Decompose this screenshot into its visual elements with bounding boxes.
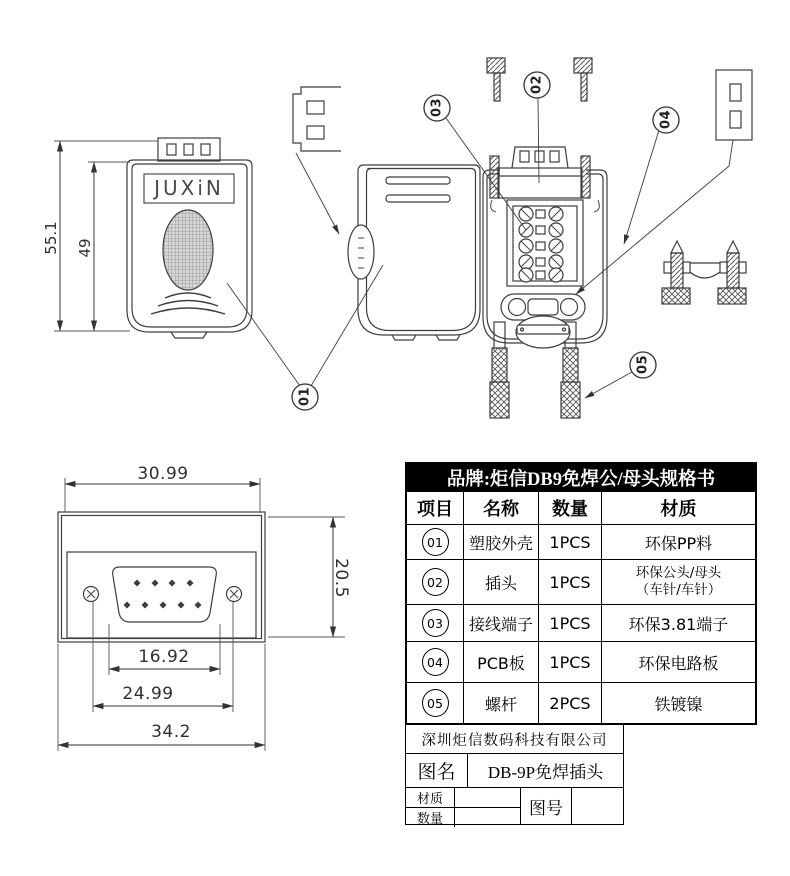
part-material: 环保3.81端子	[602, 605, 755, 642]
part-material: 环保公头/母头 （车针/车针）	[635, 565, 722, 598]
part-material: 铁镀镍	[654, 694, 703, 714]
item-number-badge: 02	[422, 568, 449, 596]
callout-leaders	[227, 98, 659, 398]
part-material: 环保PP料	[602, 525, 755, 560]
screw-pair-part	[662, 241, 746, 304]
quantity-label: 数量	[406, 808, 455, 827]
part-qty: 1PCS	[539, 605, 602, 642]
callout-03: 03	[429, 97, 445, 118]
item-number-badge: 04	[422, 648, 449, 676]
spec-table-column-headers	[407, 492, 755, 525]
col-header-qty: 数量	[539, 492, 602, 525]
col-header-name: 名称	[464, 492, 539, 525]
spec-table-title: 品牌:炬信DB9免焊公/母头规格书	[407, 464, 755, 492]
material-value	[455, 788, 520, 807]
quantity-value	[455, 808, 520, 827]
assembly-rear-view	[483, 58, 607, 418]
pcb-leader	[576, 140, 733, 294]
drawing-no-value	[572, 788, 623, 824]
front-view-witness-lines	[54, 141, 158, 331]
table-row	[407, 642, 755, 683]
part-qty: 1PCS	[539, 525, 602, 560]
dim-flange-height: 20.5	[331, 558, 351, 598]
dim-total-width: 34.2	[151, 722, 191, 742]
title-block	[405, 725, 624, 825]
dim-screw-spacing: 24.99	[122, 684, 174, 704]
part-name: 接线端子	[464, 605, 539, 642]
col-header-item: 项目	[407, 492, 464, 525]
part-qty: 1PCS	[539, 642, 602, 683]
material-label: 材质	[406, 788, 455, 807]
item-number-badge: 05	[422, 689, 449, 717]
table-row	[407, 605, 755, 642]
dim-front-total-height: 55.1	[42, 221, 60, 255]
callout-04: 04	[658, 109, 674, 130]
brand-logo-text: JUXiN	[154, 176, 224, 200]
part-qty: 1PCS	[539, 560, 602, 605]
callout-02: 02	[529, 74, 545, 95]
part-material: 环保电路板	[602, 642, 755, 683]
bracket-detail-part	[293, 87, 341, 151]
dim-flange-width: 30.99	[137, 464, 189, 484]
side-view-shell	[348, 165, 480, 340]
col-header-material: 材质	[602, 492, 755, 525]
company-name: 深圳炬信数码科技有限公司	[421, 732, 608, 749]
part-name: 螺杆	[464, 683, 539, 723]
dim-front-body-height: 49	[76, 238, 94, 258]
front-view-shell	[127, 138, 252, 338]
callout-01: 01	[297, 386, 313, 407]
callout-05: 05	[635, 354, 651, 375]
spec-table	[405, 462, 757, 825]
part-name: PCB板	[464, 642, 539, 683]
drawing-name-value: DB-9P免焊插头	[487, 763, 604, 782]
item-number-badge: 01	[422, 528, 449, 556]
table-row	[407, 560, 755, 605]
bracket-leader	[296, 153, 339, 234]
part-name: 插头	[464, 560, 539, 605]
db9-face-view	[58, 512, 265, 642]
drawing-name-label: 图名	[406, 754, 468, 787]
part-qty: 2PCS	[539, 683, 602, 723]
db9-dim-lines	[58, 484, 333, 745]
pcb-side-view-part	[716, 70, 752, 140]
table-row	[407, 683, 755, 723]
db9-witness-lines	[58, 478, 345, 751]
dim-pin-field-width: 16.92	[138, 647, 190, 667]
table-row	[407, 525, 755, 560]
part-name: 塑胶外壳	[464, 525, 539, 560]
item-number-badge: 03	[422, 609, 449, 637]
drawing-no-label: 图号	[520, 788, 572, 824]
